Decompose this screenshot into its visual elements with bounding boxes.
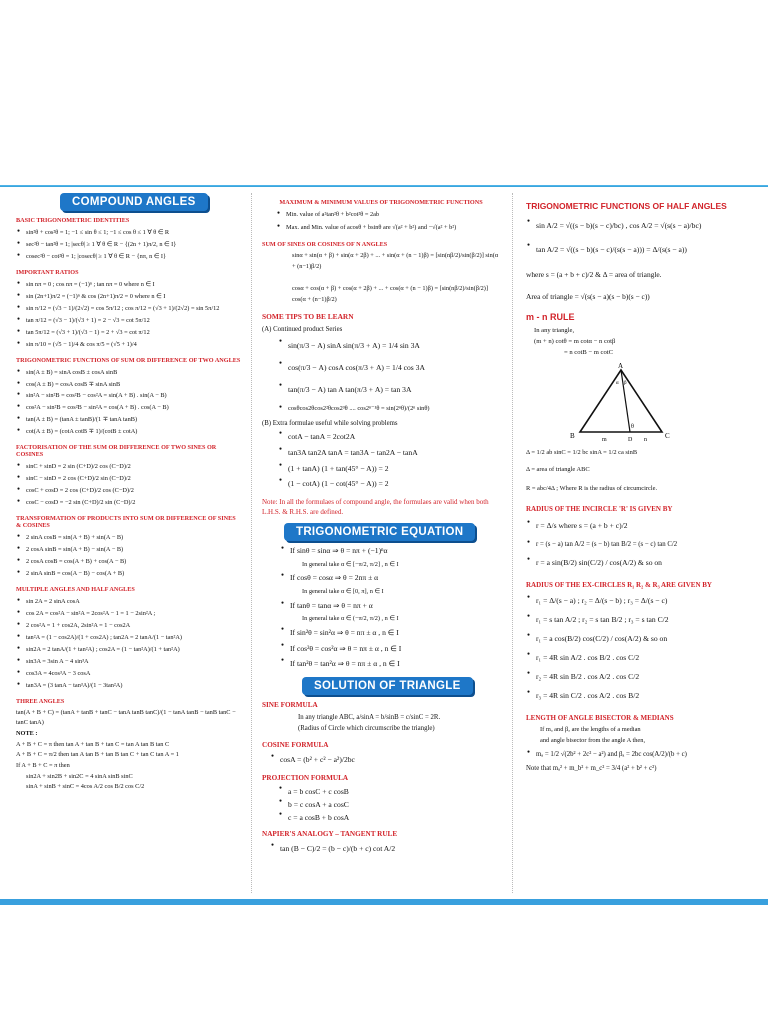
formula-sheet [0, 186, 768, 905]
general-note: In general take α ∈ [−π/2, π/2] , n ∈ I [302, 560, 399, 568]
list-item: ● b = c cosA + a cosC [288, 798, 500, 811]
general-note: In general take α ∈ [0, π], n ∈ I [302, 588, 384, 596]
sum-difference-heading: TRIGONOMETRIC FUNCTIONS OF SUM OR DIFFERENCE OF TWO ANGLES [16, 356, 241, 364]
list-item: ● r₂ = 4R sin B/2 . cos A/2 . cos C/2 [536, 668, 756, 687]
compound-angles-banner: COMPOUND ANGLES [60, 193, 208, 211]
list-item: ● sin2A = 2 tanA/(1 + tan²A) ; cos2A = (1 − tan²A)/(1 + tan²A) [26, 644, 242, 656]
multiple-angles-list [16, 596, 242, 692]
important-ratios-list [16, 279, 242, 351]
list-item: ● 2 cosA cosB = cos(A + B) + cos(A − B) [26, 556, 242, 568]
list-item: ● r₁ = a cos(B/2) cos(C/2) / cos(A/2) & so on [536, 630, 756, 649]
list-item: ● If tanθ = tanα ⇒ θ = nπ + α [290, 598, 500, 615]
tips-b-label: (B) Extra formulae useful while solving problems [262, 419, 398, 427]
list-item: ● cos 2A = cos²A − sin²A = 2cos²A − 1 = 1 − 2sin²A ; [26, 608, 242, 620]
sum-difference-list [16, 367, 242, 439]
inradius-heading: RADIUS OF THE INCIRCLE 'R' IS GIVEN BY [526, 505, 673, 514]
list-item: ● r = Δ/s where s = (a + b + c)/2 [536, 516, 756, 536]
sum-series-line: sinα + sin(α + β) + sin(α + 2β) + ... + sin(α + (n − 1)β) = [sin(nβ/2)/sin(β/2)] sin(α + (n−1)β/2) [292, 251, 499, 270]
three-angles-line: sin2A + sin2B + sin2C = 4 sinA sinB sinC [26, 772, 133, 780]
list-item: ● cosec²θ − cot²θ = 1; |cosecθ| ≥ 1 ∀ θ ∈ R − {nπ, n ∈ I} [26, 251, 242, 263]
bisector-median-line: If mₐ and βₐ are the lengths of a median [540, 726, 641, 734]
list-item: ● tan(π/3 − A) tan A tan(π/3 + A) = tan 3A [288, 379, 500, 401]
list-item: ● sin A/2 = √((s − b)(s − c)/bc) , cos A/2 = √(s(s − a)/bc) [536, 214, 756, 238]
list-item: ● tan3A = (3 tanA − tan³A)/(1 − 3tan²A) [26, 680, 242, 692]
tips-b-list [262, 429, 500, 491]
tips-heading: SOME TIPS TO BE LEARN [262, 311, 354, 321]
vertex-b-label: B [570, 432, 575, 441]
compound-angle-note: Note: In all the formulaes of compound angle, the formulaes are valid when both L.H.S. & R.H.S. are defined. [262, 497, 489, 516]
cosine-formula-list [262, 752, 500, 768]
bisector-median-heading: LENGTH OF ANGLE BISECTOR & MEDIANS [526, 714, 674, 723]
list-item: ● cosA = (b² + c² − a²)/2bc [280, 752, 500, 768]
three-angles-line: If A + B + C = π then [16, 762, 70, 770]
list-item: ● tan 5π/12 = (√3 + 1)/(√3 − 1) = 2 + √3 = cot π/12 [26, 327, 242, 339]
projection-formula-heading: PROJECTION FORMULA [262, 773, 349, 782]
cosine-formula-heading: COSINE FORMULA [262, 740, 329, 749]
sine-formula-note: (Radius of Circle which circumscribe the triangle) [298, 725, 435, 733]
list-item: ● cos3A = 4cos³A − 3 cosA [26, 668, 242, 680]
factorisation-list [16, 461, 242, 509]
point-d-label: D [628, 437, 633, 444]
important-ratios-heading: IMPORTANT RATIOS [16, 268, 79, 276]
list-item: ● 2 cosA sinB = sin(A + B) − sin(A − B) [26, 544, 242, 556]
half-angles-list [526, 214, 756, 263]
list-item: ● r₃ = 4R sin C/2 . cos A/2 . cos B/2 [536, 687, 756, 706]
list-item: ● cos²A − sin²B = cos²B − sin²A = cos(A + B) . cos(A − B) [26, 402, 242, 414]
theta-label: θ [631, 424, 634, 431]
basic-identities-list [16, 227, 242, 263]
list-item: ● sin²θ + cos²θ = 1; −1 ≤ sin θ ≤ 1; −1 ≤ cos θ ≤ 1 ∀ θ ∈ R [26, 227, 242, 239]
list-item: ● tan π/12 = (√3 − 1)/(√3 + 1) = 2 − √3 = cot 5π/12 [26, 315, 242, 327]
sum-series-heading: SUM OF SINES OR COSINES OF N ANGLES [262, 240, 388, 248]
basic-identities-heading: BASIC TRIGONOMETRIC IDENTITIES [16, 217, 130, 224]
list-item: ● 2 sinA cosB = sin(A + B) + sin(A − B) [26, 532, 242, 544]
transformation-heading: TRANSFORMATION OF PRODUCTS INTO SUM OR DIFFERENCE OF SINES & COSINES [16, 515, 236, 530]
tips-a-list [262, 335, 500, 418]
list-item: ● cosC + cosD = 2 cos (C+D)/2 cos (C−D)/2 [26, 485, 242, 497]
sum-series-block [262, 251, 500, 306]
trigonometric-equation-banner: TRIGONOMETRIC EQUATION [284, 523, 475, 541]
bisector-median-list [526, 747, 756, 763]
three-angles-line: NOTE : [16, 729, 38, 737]
list-item: ● If sin²θ = sin²α ⇒ θ = nπ ± α , n ∈ I [290, 625, 500, 641]
list-item: ● mₐ = 1/2 √(2b² + 2c² − a²) and βₐ = 2bc cos(A/2)/(b + c) [536, 747, 756, 763]
list-item: ● sin π/12 = (√3 − 1)/(2√2) = cos 5π/12 ; cos π/12 = (√3 + 1)/(2√2) = sin 5π/12 [26, 303, 242, 315]
list-item: ● cotA − tanA = 2cot2A [288, 429, 500, 445]
list-item: ● sin (2n+1)π/2 = (−1)ⁿ & cos (2n+1)π/2 = 0 where n ∈ I [26, 291, 242, 303]
list-item: ● cot(A ± B) = (cotA cotB ∓ 1)/(cotB ± cotA) [26, 426, 242, 438]
list-item: ● c = a cosB + b cosA [288, 811, 500, 824]
column-triangle [526, 187, 756, 899]
delta-definition: Δ = area of triangle ABC [526, 466, 590, 474]
cevian-line [621, 370, 630, 432]
vertex-a-label: A [618, 362, 624, 371]
napier-list [262, 841, 500, 857]
list-item: ● sin(A ± B) = sinA cosB ± cosA sinB [26, 367, 242, 379]
solution-of-triangle-banner: SOLUTION OF TRIANGLE [302, 677, 473, 695]
sine-formula-heading: SINE FORMULA [262, 700, 318, 709]
column-divider [512, 193, 513, 893]
segment-n-label: n [644, 437, 647, 444]
mn-rule-line: = n cotB − m cotC [564, 349, 614, 357]
list-item: ● tan3A tan2A tanA = tan3A − tan2A − tanA [288, 445, 500, 461]
list-item: ● tan²A = (1 − cos2A)/(1 + cos2A) ; tan2A = 2 tanA/(1 − tan²A) [26, 632, 242, 644]
mn-rule-line: (m + n) cotθ = m cotα − n cotβ [534, 337, 616, 345]
column-divider [251, 193, 252, 893]
max-min-list [262, 209, 500, 235]
bisector-median-line: and angle bisector from the angle A then, [540, 736, 646, 744]
list-item: ● sec²θ − tan²θ = 1; |secθ| ≥ 1 ∀ θ ∈ R − {(2n + 1)π/2, n ∈ I} [26, 239, 242, 251]
three-angles-line: A + B + C = π/2 then tan A tan B + tan B tan C + tan C tan A = 1 [16, 751, 179, 759]
projection-formula-list [262, 785, 500, 825]
list-item: ● (1 − cotA) (1 − cot(45° − A)) = 2 [288, 476, 500, 492]
beta-label: β [624, 381, 627, 387]
bisector-median-text [526, 725, 756, 747]
list-item: ● r = a sin(B/2) sin(C/2) / cos(A/2) & so on [536, 553, 756, 573]
list-item: ● sin 2A = 2 sinA cosA [26, 596, 242, 608]
half-angles-heading: TRIGONOMETRIC FUNCTIONS OF HALF ANGLES [526, 201, 727, 211]
list-item: ● r = (s − a) tan A/2 = (s − b) tan B/2 = (s − c) tan C/2 [536, 536, 756, 554]
median-note: Note that mₐ² + m_b² + m_c² = 3/4 (a² + b² + c²) [526, 765, 657, 773]
list-item: ● 2 cos²A = 1 + cos2A, 2sin²A = 1 − cos2A [26, 620, 242, 632]
column-compound-angles [16, 187, 242, 899]
list-item: ● tan A/2 = √((s − b)(s − c)/(s(s − a))) = Δ/(s(s − a)) [536, 238, 756, 262]
list-item: ● sin3A = 3sin A − 4 sin³A [26, 656, 242, 668]
list-item: ● cosθcos2θcos2²θcos2³θ .... cos2ⁿ⁻¹θ = sin(2ⁿθ)/(2ⁿ sinθ) [288, 401, 500, 418]
list-item: ● Max. and Min. value of acosθ + bsinθ are √(a² + b²) and −√(a² + b²) [286, 222, 500, 235]
list-item: ● (1 + tanA) (1 + tan(45° − A)) = 2 [288, 461, 500, 477]
list-item: ● sinC − sinD = 2 cos (C+D)/2 sin (C−D)/2 [26, 473, 242, 485]
list-item: ● 2 sinA sinB = cos(A − B) − cos(A + B) [26, 568, 242, 580]
delta-formula: Δ = 1/2 ab sinC = 1/2 bc sinA = 1/2 ca sinB [526, 449, 638, 457]
list-item: ● If cosθ = cosα ⇒ θ = 2nπ ± α [290, 570, 500, 587]
mn-rule-triangle-diagram [566, 362, 676, 444]
general-note: In general take α ∈ (−π/2, π/2) , n ∈ I [302, 615, 399, 623]
list-item: ● cosC − cosD = −2 sin (C+D)/2 sin (C−D)/2 [26, 497, 242, 509]
mn-rule-text [526, 325, 756, 359]
sum-series-line: cosα + cos(α + β) + cos(α + 2β) + ... + cos(α + (n − 1)β) = [sin(nβ/2)/sin(β/2)] cos(α + (n−1)β/2) [292, 285, 489, 303]
segment-m-label: m [602, 437, 607, 444]
three-angles-line: tan(A + B + C) = (tanA + tanB + tanC − tanA tanB tanC)/(1 − tanA tanB − tanB tanC − tanC tanA) [16, 708, 236, 727]
column-middle [262, 187, 500, 899]
list-item: ● sin(π/3 − A) sinA sin(π/3 + A) = 1/4 sin 3A [288, 335, 500, 357]
list-item: ● If cos²θ = cos²α ⇒ θ = nπ ± α , n ∈ I [290, 641, 500, 657]
list-item: ● r₁ = s tan A/2 ; r₂ = s tan B/2 ; r₃ = s tan C/2 [536, 611, 756, 630]
exradius-heading: RADIUS OF THE EX-CIRCLES R₁ R₂ & R₃ ARE GIVEN BY [526, 581, 712, 590]
list-item: ● sin²A − sin²B = cos²B − cos²A = sin(A + B) . sin(A − B) [26, 390, 242, 402]
list-item: ● If tan²θ = tan²α ⇒ θ = nπ ± α , n ∈ I [290, 656, 500, 672]
mn-rule-line: In any triangle, [534, 326, 575, 334]
three-angles-line: A + B + C = π then tan A + tan B + tan C = tan A tan B tan C [16, 740, 170, 748]
mn-rule-heading: m - n RULE [526, 311, 575, 322]
list-item: ● Min. value of a²tan²θ + b²cot²θ = 2ab [286, 209, 500, 222]
list-item: ● sinC + sinD = 2 sin (C+D)/2 cos (C−D)/2 [26, 461, 242, 473]
circumradius-formula: R = abc/4Δ ; Where R is the radius of circumcircle. [526, 485, 658, 493]
list-item: ● sin π/10 = (√5 − 1)/4 & cos π/5 = (√5 + 1)/4 [26, 339, 242, 351]
area-text: Area of triangle = √(s(s − a)(s − b)(s − c)) [526, 292, 650, 302]
list-item: ● If sinθ = sinα ⇒ θ = nπ + (−1)ⁿα [290, 543, 500, 560]
list-item: ● cos(A ± B) = cosA cosB ∓ sinA sinB [26, 379, 242, 391]
alpha-label: α [616, 381, 619, 387]
where-s-text: where s = (a + b + c)/2 & Δ = area of triangle. [526, 269, 662, 279]
multiple-angles-heading: MULTIPLE ANGLES AND HALF ANGLES [16, 585, 135, 593]
vertex-c-label: C [665, 432, 670, 441]
list-item: ● a = b cosC + c cosB [288, 785, 500, 798]
list-item: ● sin nπ = 0 ; cos nπ = (−1)ⁿ ; tan nπ = 0 where n ∈ I [26, 279, 242, 291]
list-item: ● tan (B − C)/2 = (b − c)/(b + c) cot A/2 [280, 841, 500, 857]
three-angles-line: sinA + sinB + sinC = 4cos A/2 cos B/2 cos C/2 [26, 783, 145, 791]
sine-formula-text: In any triangle ABC, a/sinA = b/sinB = c/sinC = 2R. [298, 713, 441, 721]
triangle-svg [566, 362, 676, 444]
transformation-list [16, 532, 242, 580]
factorisation-heading: FACTORISATION OF THE SUM OR DIFFERENCE OF TWO SINES OR COSINES [16, 444, 217, 459]
list-item: ● r₁ = 4R sin A/2 . cos B/2 . cos C/2 [536, 649, 756, 668]
napier-heading: NAPIER'S ANALOGY – TANGENT RULE [262, 830, 398, 839]
bottom-rule [0, 899, 768, 905]
list-item: ● r₁ = Δ/(s − a) ; r₂ = Δ/(s − b) ; r₃ = Δ/(s − c) [536, 592, 756, 611]
exradius-list [526, 592, 756, 706]
max-min-heading: MAXIMUM & MINIMUM VALUES OF TRIGONOMETRIC FUNCTIONS [279, 199, 483, 206]
trig-equation-list [262, 543, 500, 672]
inradius-list [526, 516, 756, 573]
tips-a-label: (A) Continued product Series [262, 325, 343, 333]
list-item: ● tan(A ± B) = (tanA ± tanB)/(1 ∓ tanA tanB) [26, 414, 242, 426]
triangle-outline [580, 370, 662, 432]
three-angles-block [16, 708, 242, 794]
list-item: ● cos(π/3 − A) cosA cos(π/3 + A) = 1/4 cos 3A [288, 357, 500, 379]
three-angles-heading: THREE ANGLES [16, 697, 65, 705]
